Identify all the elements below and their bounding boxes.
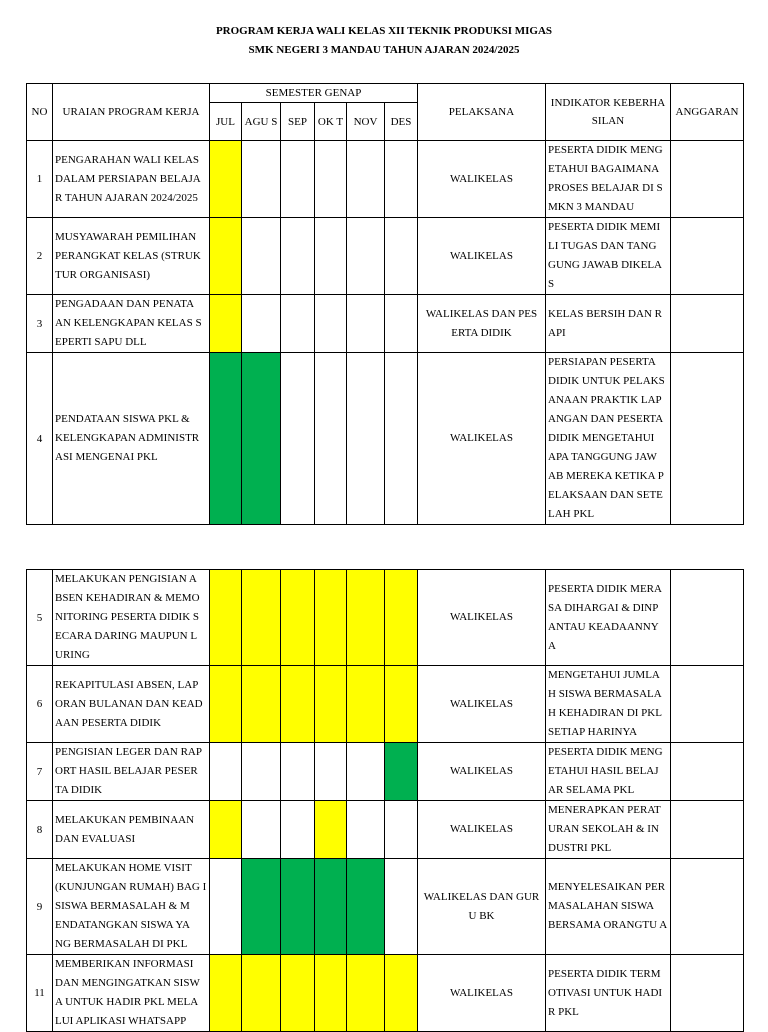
table-row — [27, 353, 744, 525]
month-cell — [315, 743, 347, 801]
month-cell — [281, 801, 315, 859]
budget — [671, 353, 744, 525]
success-indicator: PESERTA DIDIK MENG ETAHUI HASIL BELAJ AR SELAMA PKL — [546, 743, 671, 801]
month-cell — [347, 353, 385, 525]
month-cell — [347, 666, 385, 743]
month-cell — [347, 801, 385, 859]
month-cell — [315, 570, 347, 666]
month-cell — [385, 218, 418, 295]
executor: WALIKELAS — [418, 353, 546, 525]
month-cell — [385, 295, 418, 353]
success-indicator: PERSIAPAN PESERTA DIDIK UNTUK PELAKS ANAAN PRAKTIK LAP ANGAN DAN PESERTA DIDIK MENGETAHUI APA TANGGUNG JAW AB MEREKA KETIKA P ELAKSAAN DAN SETE LAH PKL — [546, 353, 671, 525]
row-number: 1 — [27, 141, 53, 218]
budget — [671, 801, 744, 859]
header-anggaran: ANGGARAN — [671, 84, 744, 141]
table-row — [27, 801, 744, 859]
row-number: 6 — [27, 666, 53, 743]
month-cell — [281, 295, 315, 353]
month-cell — [385, 801, 418, 859]
month-cell — [210, 218, 242, 295]
success-indicator: PESERTA DIDIK MERA SA DIHARGAI & DINP ANTAU KEADAANNY A — [546, 570, 671, 666]
executor: WALIKELAS — [418, 743, 546, 801]
month-cell — [281, 141, 315, 218]
success-indicator: MENGETAHUI JUMLA H SISWA BERMASALA H KEHADIRAN DI PKL SETIAP HARINYA — [546, 666, 671, 743]
month-cell — [242, 295, 281, 353]
budget — [671, 743, 744, 801]
month-cell — [281, 218, 315, 295]
month-cell — [210, 743, 242, 801]
month-cell — [210, 955, 242, 1032]
month-cell — [315, 859, 347, 955]
month-cell — [210, 295, 242, 353]
budget — [671, 666, 744, 743]
month-cell — [242, 570, 281, 666]
month-cell — [242, 666, 281, 743]
executor: WALIKELAS — [418, 141, 546, 218]
success-indicator: KELAS BERSIH DAN R API — [546, 295, 671, 353]
header-month: AGU S — [242, 103, 281, 141]
header-month: OK T — [315, 103, 347, 141]
month-cell — [347, 218, 385, 295]
program-description: PENDATAAN SISWA PKL & KELENGKAPAN ADMINISTR ASI MENGENAI PKL — [53, 353, 210, 525]
month-cell — [347, 743, 385, 801]
month-cell — [242, 801, 281, 859]
budget — [671, 218, 744, 295]
month-cell — [315, 666, 347, 743]
header-semester: SEMESTER GENAP — [210, 84, 418, 103]
success-indicator: PESERTA DIDIK MENG ETAHUI BAGAIMANA PROSES BELAJAR DI S MKN 3 MANDAU — [546, 141, 671, 218]
month-cell — [210, 801, 242, 859]
month-cell — [210, 141, 242, 218]
row-number: 8 — [27, 801, 53, 859]
header-month: DES — [385, 103, 418, 141]
month-cell — [347, 859, 385, 955]
month-cell — [242, 743, 281, 801]
program-description: PENGISIAN LEGER DAN RAP ORT HASIL BELAJAR PESER TA DIDIK — [53, 743, 210, 801]
program-description: MELAKUKAN PENGISIAN A BSEN KEHADIRAN & MEMO NITORING PESERTA DIDIK S ECARA DARING MAUPUN L URING — [53, 570, 210, 666]
executor: WALIKELAS — [418, 570, 546, 666]
table-row — [27, 666, 744, 743]
month-cell — [385, 666, 418, 743]
month-cell — [347, 295, 385, 353]
document-subtitle: SMK NEGERI 3 MANDAU TAHUN AJARAN 2024/2025 — [248, 44, 520, 56]
month-cell — [242, 141, 281, 218]
month-cell — [315, 218, 347, 295]
success-indicator: MENERAPKAN PERAT URAN SEKOLAH & IN DUSTRI PKL — [546, 801, 671, 859]
header-month: JUL — [210, 103, 242, 141]
month-cell — [315, 295, 347, 353]
month-cell — [242, 859, 281, 955]
executor: WALIKELAS — [418, 801, 546, 859]
month-cell — [242, 353, 281, 525]
success-indicator: PESERTA DIDIK TERM OTIVASI UNTUK HADI R PKL — [546, 955, 671, 1032]
month-cell — [385, 570, 418, 666]
budget — [671, 859, 744, 955]
month-cell — [242, 218, 281, 295]
month-cell — [281, 666, 315, 743]
row-number: 3 — [27, 295, 53, 353]
month-cell — [315, 955, 347, 1032]
header-no: NO — [27, 84, 53, 141]
row-number: 5 — [27, 570, 53, 666]
success-indicator: PESERTA DIDIK MEMI LI TUGAS DAN TANG GUNG JAWAB DIKELA S — [546, 218, 671, 295]
row-number: 9 — [27, 859, 53, 955]
program-description: MEMBERIKAN INFORMASI DAN MENGINGATKAN SISW A UNTUK HADIR PKL MELA LUI APLIKASI WHATSAPP — [53, 955, 210, 1032]
row-number: 4 — [27, 353, 53, 525]
success-indicator: MENYELESAIKAN PER MASALAHAN SISWA BERSAMA ORANGTU A — [546, 859, 671, 955]
table-row — [27, 218, 744, 295]
budget — [671, 955, 744, 1032]
month-cell — [315, 353, 347, 525]
row-number: 7 — [27, 743, 53, 801]
table-row — [27, 570, 744, 666]
budget — [671, 295, 744, 353]
month-cell — [385, 859, 418, 955]
month-cell — [281, 743, 315, 801]
table-row — [27, 295, 744, 353]
budget — [671, 570, 744, 666]
table-row — [27, 955, 744, 1032]
month-cell — [281, 570, 315, 666]
month-cell — [210, 353, 242, 525]
program-description: REKAPITULASI ABSEN, LAP ORAN BULANAN DAN KEAD AAN PESERTA DIDIK — [53, 666, 210, 743]
month-cell — [347, 141, 385, 218]
executor: WALIKELAS — [418, 666, 546, 743]
month-cell — [210, 570, 242, 666]
program-description: MELAKUKAN PEMBINAAN DAN EVALUASI — [53, 801, 210, 859]
program-table-part2 — [26, 569, 744, 1032]
month-cell — [385, 955, 418, 1032]
program-table-part1 — [26, 83, 744, 525]
month-cell — [242, 955, 281, 1032]
executor: WALIKELAS DAN GUR U BK — [418, 859, 546, 955]
header-pelaksana: PELAKSANA — [418, 84, 546, 141]
table-row — [27, 859, 744, 955]
row-number: 2 — [27, 218, 53, 295]
row-number: 11 — [27, 955, 53, 1032]
month-cell — [281, 859, 315, 955]
document-title: PROGRAM KERJA WALI KELAS XII TEKNIK PRODUKSI MIGAS — [215, 25, 553, 37]
table-row — [27, 743, 744, 801]
program-description: MELAKUKAN HOME VISIT (KUNJUNGAN RUMAH) BAG I SISWA BERMASALAH & M ENDATANGKAN SISWA YA NG BERMASALAH DI PKL — [53, 859, 210, 955]
program-description: MUSYAWARAH PEMILIHAN PERANGKAT KELAS (STRUK TUR ORGANISASI) — [53, 218, 210, 295]
month-cell — [347, 570, 385, 666]
header-uraian: URAIAN PROGRAM KERJA — [53, 84, 210, 141]
header-month: SEP — [281, 103, 315, 141]
month-cell — [385, 353, 418, 525]
program-description: PENGARAHAN WALI KELAS DALAM PERSIAPAN BELAJA R TAHUN AJARAN 2024/2025 — [53, 141, 210, 218]
executor: WALIKELAS — [418, 218, 546, 295]
executor: WALIKELAS — [418, 955, 546, 1032]
budget — [671, 141, 744, 218]
executor: WALIKELAS DAN PES ERTA DIDIK — [418, 295, 546, 353]
month-cell — [315, 801, 347, 859]
header-month: NOV — [347, 103, 385, 141]
month-cell — [315, 141, 347, 218]
month-cell — [385, 743, 418, 801]
month-cell — [385, 141, 418, 218]
table-row — [27, 141, 744, 218]
month-cell — [281, 955, 315, 1032]
month-cell — [210, 666, 242, 743]
program-description: PENGADAAN DAN PENATA AN KELENGKAPAN KELAS S EPERTI SAPU DLL — [53, 295, 210, 353]
month-cell — [347, 955, 385, 1032]
header-indikator: INDIKATOR KEBERHA SILAN — [546, 84, 671, 141]
month-cell — [281, 353, 315, 525]
month-cell — [210, 859, 242, 955]
